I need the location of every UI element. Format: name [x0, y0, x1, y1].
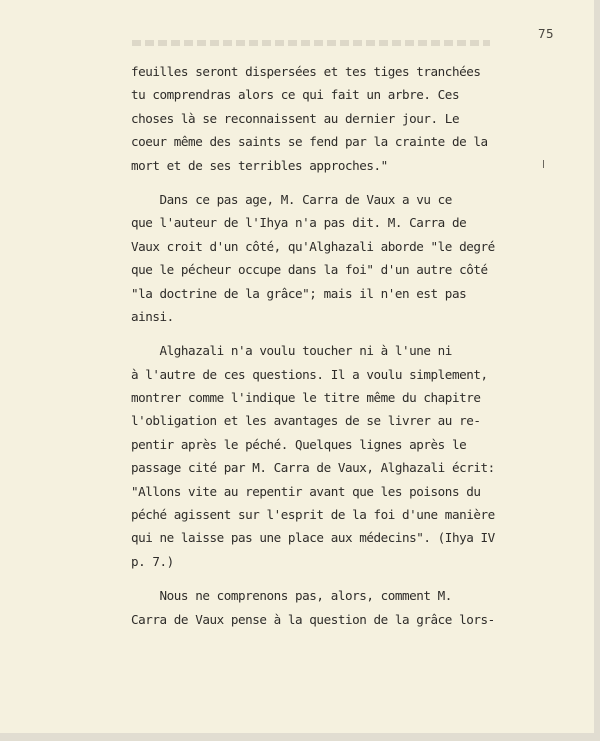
paragraph-4 [131, 584, 511, 631]
text-line: que l'auteur de l'Ihya n'a pas dit. M. Carra de [131, 215, 467, 231]
text-line: Carra de Vaux pense à la question de la grâce lors- [131, 611, 495, 627]
text-line: p. 7.) [131, 553, 174, 569]
cut-off-text-line [132, 40, 490, 46]
text-line: que le pécheur occupe dans la foi" d'un autre côté [131, 262, 488, 278]
paragraph-spacing [131, 177, 511, 188]
text-line: l'obligation et les avantages de se livrer au re- [131, 413, 481, 429]
text-line: tu comprendras alors ce qui fait un arbre. Ces [131, 87, 460, 103]
margin-mark [543, 160, 544, 168]
text-line: coeur même des saints se fend par la crainte de la [131, 134, 488, 150]
paragraph-3 [131, 339, 511, 573]
body-text [131, 60, 511, 631]
text-line: ainsi. [131, 308, 174, 324]
page-number: 75 [538, 26, 555, 41]
text-line: péché agissent sur l'esprit de la foi d'une manière [131, 507, 495, 523]
text-line: à l'autre de ces questions. Il a voulu simplement, [131, 366, 488, 382]
text-line: Alghazali n'a voulu toucher ni à l'une ni [131, 343, 452, 359]
text-line: montrer comme l'indique le titre même du chapitre [131, 390, 481, 406]
paragraph-1 [131, 60, 511, 177]
text-line: "Allons vite au repentir avant que les poisons du [131, 483, 481, 499]
text-line: choses là se reconnaissent au dernier jour. Le [131, 110, 460, 126]
text-line: feuilles seront dispersées et tes tiges tranchées [131, 64, 481, 79]
text-line: qui ne laisse pas une place aux médecins". (Ihya IV [131, 530, 495, 546]
text-line: Vaux croit d'un côté, qu'Alghazali aborde "le degré [131, 238, 495, 254]
text-line: passage cité par M. Carra de Vaux, Alghazali écrit: [131, 460, 495, 476]
text-line: Dans ce pas age, M. Carra de Vaux a vu ce [131, 191, 452, 207]
text-line: "la doctrine de la grâce"; mais il n'en est pas [131, 285, 467, 301]
paragraph-spacing [131, 573, 511, 584]
paragraph-spacing [131, 328, 511, 339]
text-line: pentir après le péché. Quelques lignes après le [131, 436, 467, 452]
paragraph-2 [131, 188, 511, 328]
text-line: mort et de ses terribles approches." [131, 157, 388, 173]
text-line: Nous ne comprenons pas, alors, comment M. [131, 588, 452, 604]
